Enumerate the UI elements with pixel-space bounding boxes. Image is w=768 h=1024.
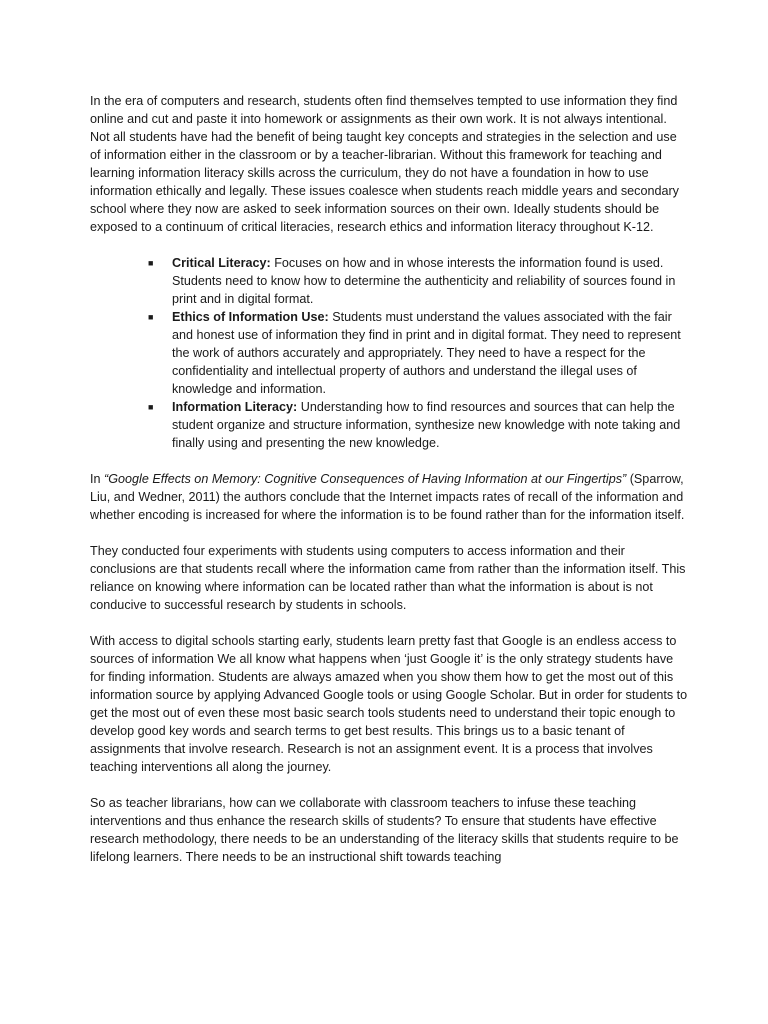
square-bullet-icon: ■ [148,258,154,268]
teacher-librarians-paragraph: So as teacher librarians, how can we collaborate with classroom teachers to infuse these teaching interventions and thus enhance the research skills of students? To ensure that students have effective research methodology, there needs to be an understanding of the literacy skills that students require to be lifelong learners. There needs to be an instructional shift towards teaching [90,796,679,864]
bullet-text: Focuses on how and in whose interests the information found is used. Students need to know how to determine the authenticity and reliability of sources found in print and in digital format. [172,256,676,306]
square-bullet-icon: ■ [148,402,154,412]
bullet-information-literacy [148,398,688,452]
bullet-term: Ethics of Information Use: [172,310,329,324]
bullet-text: Understanding how to find resources and sources that can help the student organize and structure information, synthesize new knowledge with note taking and finally using and presenting the new knowledge. [172,400,681,450]
document-body [90,92,688,884]
article-title: “Google Effects on Memory: Cognitive Consequences of Having Information at our Fingertips” [104,472,627,486]
bullet-ethics-of-information-use [148,308,688,398]
bullet-critical-literacy [148,254,688,308]
bullet-text: Students must understand the values associated with the fair and honest use of information they find in print and in digital format. They need to represent the work of authors accurately and appropriately. They need to have a respect for the confidentiality and intellectual property of authors and understand the illegal uses of knowledge and information. [172,310,681,396]
literacy-bullet-list [90,254,688,452]
google-rest: (Sparrow, Liu, and Wedner, 2011) the authors conclude that the Internet impacts rates of recall of the information and whether encoding is increased for where the information is to be found rather than for the information itself. [90,472,685,522]
square-bullet-icon: ■ [148,312,154,322]
digital-access-paragraph: With access to digital schools starting early, students learn pretty fast that Google is an endless access to sources of information We all know what happens when ‘just Google it’ is the only strategy students have for finding information. Students are always amazed when you show them how to get the most out of this information source by applying Advanced Google tools or using Google Scholar. But in order for students to get the most out of even these most basic search tools students need to understand their topic enough to develop good key words and search terms to get best results. This brings us to a basic tenant of assignments that involve research. Research is not an assignment event. It is a process that involves teaching interventions all along the journey. [90,634,688,774]
google-prefix: In [90,472,105,486]
experiments-paragraph: They conducted four experiments with students using computers to access information and their conclusions are that students recall where the information came from rather than the information itself. This reliance on knowing where information can be located rather than what the information is about is not conducive to successful research by students in schools. [90,544,686,612]
intro-paragraph: In the era of computers and research, students often find themselves tempted to use information they find online and cut and paste it into homework or assignments as their own work. It is not always intentional. Not all students have had the benefit of being taught key concepts and strategies in the selection and use of information either in the classroom or by a teacher-librarian. Without this framework for teaching and learning information literacy skills across the curriculum, they do not have a foundation in how to use information ethically and legally. These issues coalesce when students reach middle years and secondary school where they now are asked to seek information sources on their own. Ideally students should be exposed to a continuum of critical literacies, research ethics and information literacy throughout K-12. [90,94,679,234]
google-effects-paragraph [90,470,688,524]
bullet-term: Critical Literacy: [172,256,271,270]
bullet-term: Information Literacy: [172,400,298,414]
